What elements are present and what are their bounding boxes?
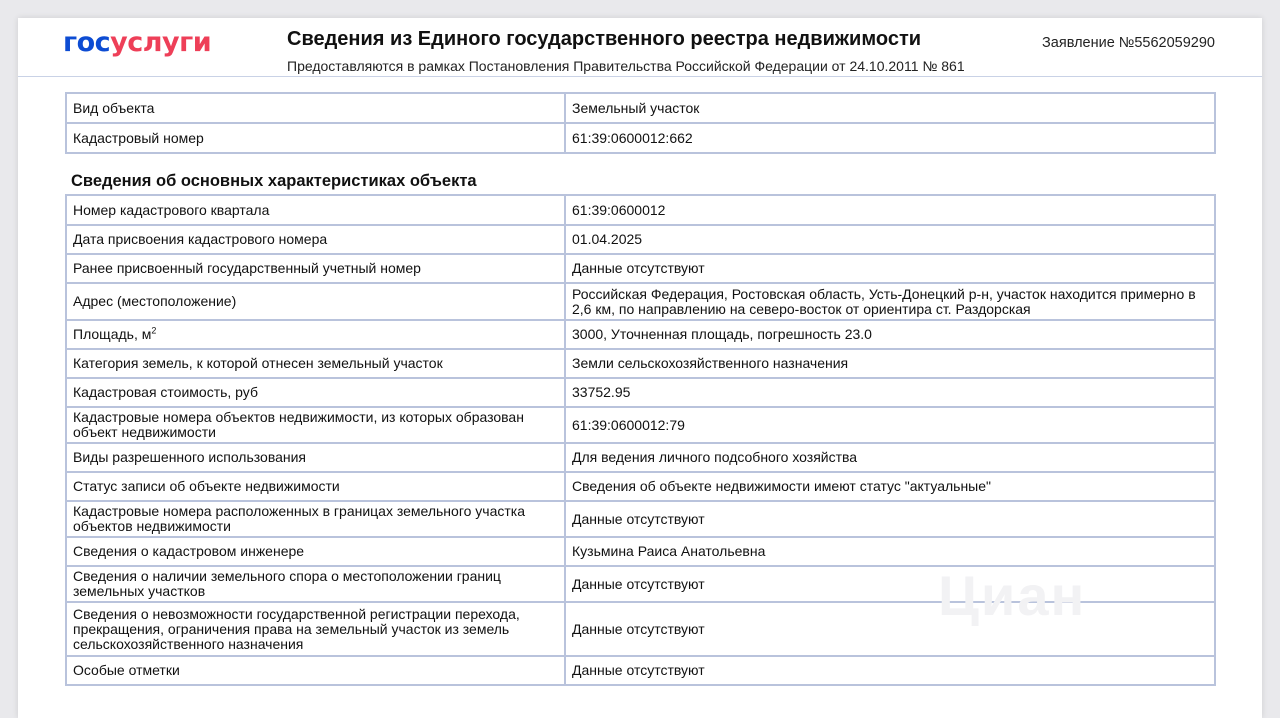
row-value: Данные отсутствуют: [565, 656, 1215, 685]
row-label: Сведения о кадастровом инженере: [66, 537, 565, 566]
row-value: Российская Федерация, Ростовская область, Усть-Донецкий р-н, участок находится примерно в 2,6 км, по направлению на северо-восток от ориентира ст. Раздорская: [565, 283, 1215, 320]
table-row: [66, 501, 1215, 537]
row-value: 3000, Уточненная площадь, погрешность 23.0: [565, 320, 1215, 349]
area-label-superscript: 2: [151, 325, 157, 336]
row-value: 61:39:0600012:79: [565, 407, 1215, 443]
row-value: Земельный участок: [565, 93, 1215, 123]
cian-watermark: Циан: [938, 564, 1087, 627]
document-subtitle: Предоставляются в рамках Постановления Правительства Российской Федерации от 24.10.2011 № 861: [287, 58, 965, 74]
object-table: [65, 92, 1216, 154]
table-row: [66, 225, 1215, 254]
row-label: Особые отметки: [66, 656, 565, 685]
row-label: Сведения о наличии земельного спора о местоположении границ земельных участков: [66, 566, 565, 602]
document-header: [18, 18, 1262, 77]
row-label: Адрес (местоположение): [66, 283, 565, 320]
logo-part-gos: гос: [63, 27, 111, 58]
row-label: Кадастровая стоимость, руб: [66, 378, 565, 407]
table-row: [66, 93, 1215, 123]
document-page: [18, 18, 1262, 718]
table-row: [66, 349, 1215, 378]
table-row: [66, 254, 1215, 283]
row-label: Сведения о невозможности государственной регистрации перехода, прекращения, ограничения права на земельный участок из земель сельскохозяйственного назначения: [66, 602, 565, 656]
logo-part-uslugi: услуги: [110, 27, 212, 58]
row-value: Сведения об объекте недвижимости имеют статус "актуальные": [565, 472, 1215, 501]
row-label: Виды разрешенного использования: [66, 443, 565, 472]
table-row: [66, 283, 1215, 320]
area-label-text: Площадь, м: [73, 326, 152, 342]
table-row: [66, 443, 1215, 472]
row-label: [66, 320, 565, 349]
gosuslugi-logo: [63, 27, 211, 58]
row-value: Данные отсутствуют: [565, 254, 1215, 283]
row-value: 33752.95: [565, 378, 1215, 407]
table-row: [66, 195, 1215, 225]
row-label: Категория земель, к которой отнесен земельный участок: [66, 349, 565, 378]
row-value: 61:39:0600012: [565, 195, 1215, 225]
row-label: Кадастровый номер: [66, 123, 565, 153]
row-label: Ранее присвоенный государственный учетный номер: [66, 254, 565, 283]
row-value: Для ведения личного подсобного хозяйства: [565, 443, 1215, 472]
row-value: Данные отсутствуют: [565, 602, 1215, 656]
row-value: 61:39:0600012:662: [565, 123, 1215, 153]
row-value: Кузьмина Раиса Анатольевна: [565, 537, 1215, 566]
document-title: Сведения из Единого государственного реестра недвижимости: [287, 28, 922, 50]
row-value: 01.04.2025: [565, 225, 1215, 254]
row-label: Номер кадастрового квартала: [66, 195, 565, 225]
table-row: [66, 472, 1215, 501]
row-value: Данные отсутствуют: [565, 566, 1215, 602]
table-row: [66, 378, 1215, 407]
row-label: Вид объекта: [66, 93, 565, 123]
row-label: Кадастровые номера объектов недвижимости, из которых образован объект недвижимости: [66, 407, 565, 443]
row-label: Кадастровые номера расположенных в границах земельного участка объектов недвижимости: [66, 501, 565, 537]
application-number: Заявление №5562059290: [1042, 35, 1215, 51]
section-title: Сведения об основных характеристиках объекта: [71, 172, 477, 190]
table-row: [66, 537, 1215, 566]
row-label: Дата присвоения кадастрового номера: [66, 225, 565, 254]
row-value: Данные отсутствуют: [565, 501, 1215, 537]
table-row: [66, 407, 1215, 443]
table-row: [66, 656, 1215, 685]
table-row: [66, 320, 1215, 349]
row-value: Земли сельскохозяйственного назначения: [565, 349, 1215, 378]
row-label: Статус записи об объекте недвижимости: [66, 472, 565, 501]
table-row: [66, 123, 1215, 153]
